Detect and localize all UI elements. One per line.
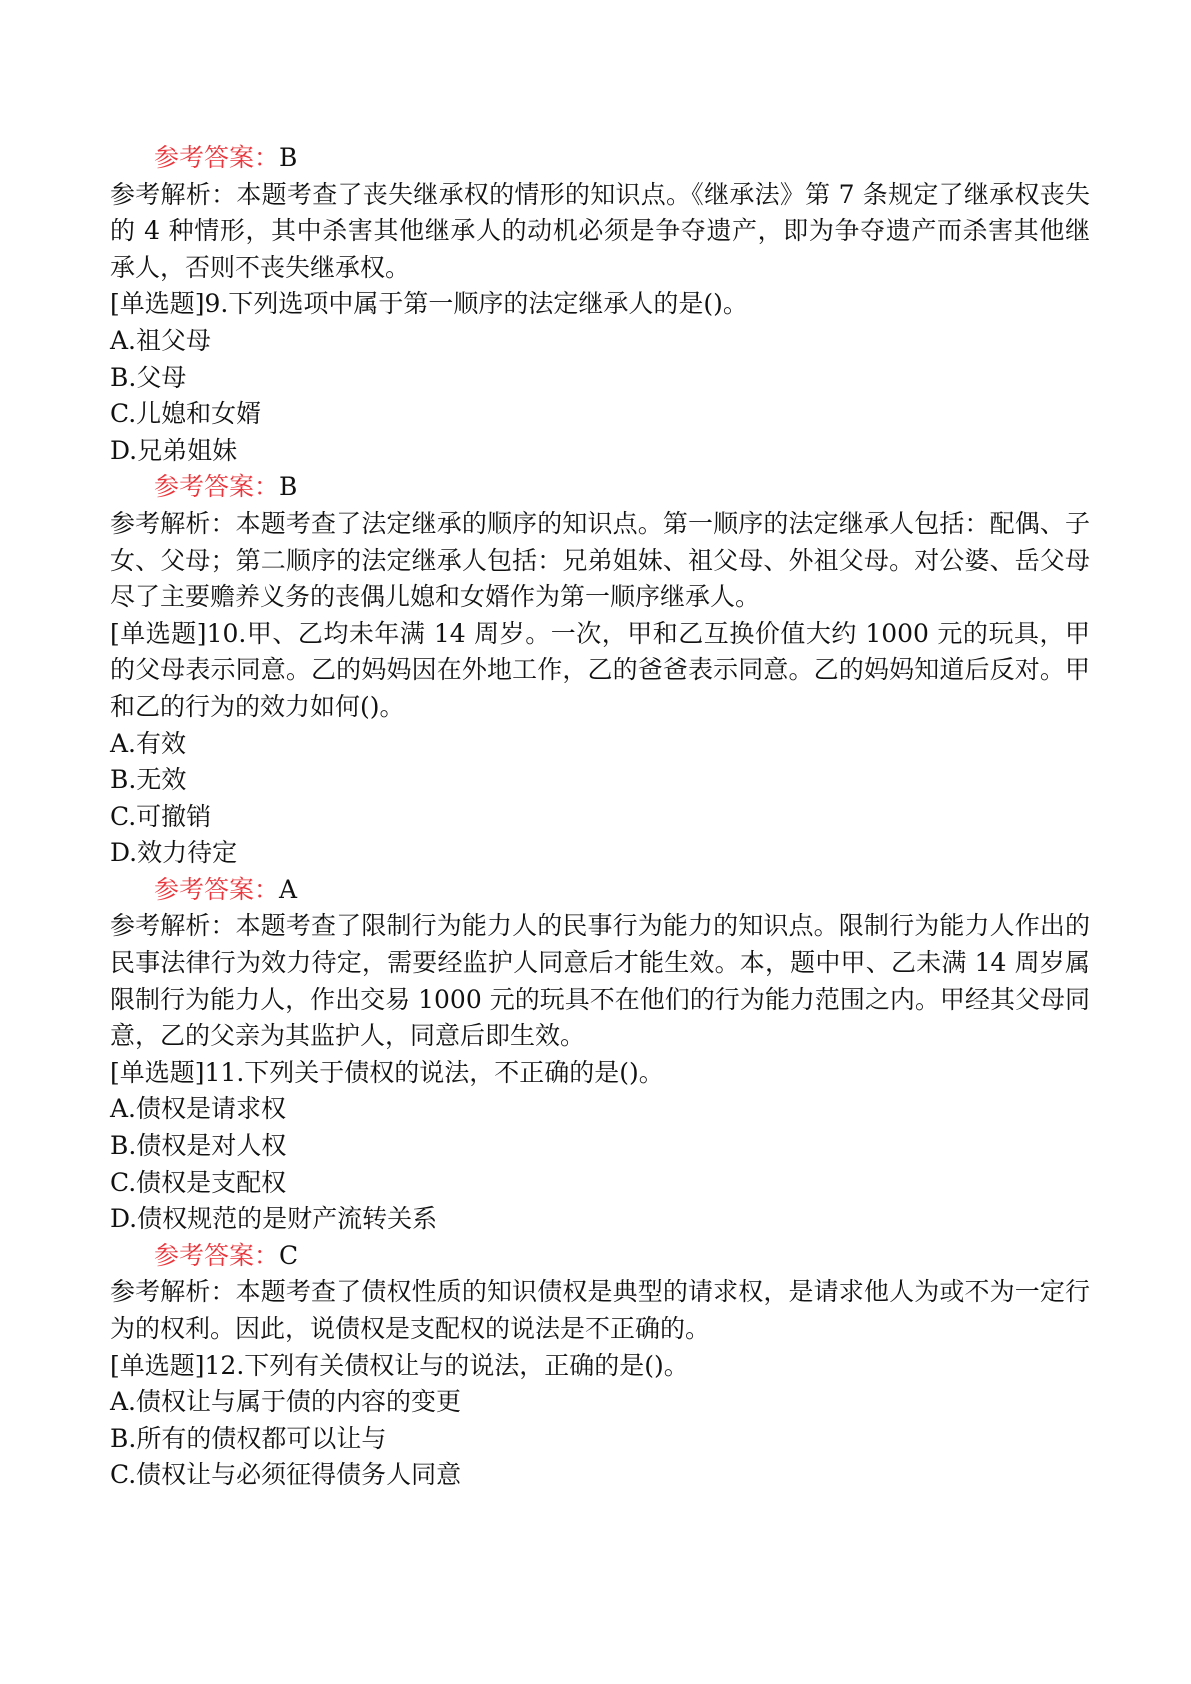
option-a: A.有效 — [110, 728, 187, 758]
answer-label: 参考答案： — [154, 143, 280, 172]
option-b: B.所有的债权都可以让与 — [110, 1423, 387, 1453]
answer-value: A — [279, 874, 298, 904]
option-b: B.父母 — [110, 362, 187, 392]
question-text: [单选题]9.下列选项中属于第一顺序的法定继承人的是()。 — [110, 289, 748, 319]
option-d: D.效力待定 — [110, 838, 238, 868]
option-a: A.债权让与属于债的内容的变更 — [110, 1387, 462, 1417]
analysis-text: 参考解析：本题考查了丧失继承权的情形的知识点。《继承法》第 7 条规定了继承权丧失的 4 种情形，其中杀害其他继承人的动机必须是争夺遗产，即为争夺遗产而杀害其他继承人，否则不丧失继承权。 — [110, 179, 1090, 282]
answer-value: B — [279, 472, 298, 502]
option-a: A.祖父母 — [110, 325, 212, 355]
option-d: D.债权规范的是财产流转关系 — [110, 1204, 438, 1234]
question-text: [单选题]11.下列关于债权的说法，不正确的是()。 — [110, 1057, 664, 1087]
analysis-text: 参考解析：本题考查了债权性质的知识债权是典型的请求权，是请求他人为或不为一定行为的权利。因此，说债权是支配权的说法是不正确的。 — [110, 1277, 1090, 1343]
option-b: B.无效 — [110, 765, 187, 795]
answer-value: B — [279, 143, 298, 172]
analysis-text: 参考解析：本题考查了法定继承的顺序的知识点。第一顺序的法定继承人包括：配偶、子女、父母；第二顺序的法定继承人包括：兄弟姐妹、祖父母、外祖父母。对公婆、岳父母尽了主要赡养义务的丧偶儿媳和女婿作为第一顺序继承人。 — [110, 508, 1090, 612]
option-c: C.债权是支配权 — [110, 1167, 287, 1197]
option-d: D.兄弟姐妹 — [110, 435, 238, 465]
question-text: [单选题]12.下列有关债权让与的说法，正确的是()。 — [110, 1350, 689, 1380]
option-c: C.债权让与必须征得债务人同意 — [110, 1460, 462, 1490]
answer-label: 参考答案： — [154, 874, 280, 904]
answer-line — [110, 469, 1090, 506]
answer-line — [110, 140, 1090, 177]
analysis-text: 参考解析：本题考查了限制行为能力人的民事行为能力的知识点。限制行为能力人作出的民事法律行为效力待定，需要经监护人同意后才能生效。本，题中甲、乙未满 14 周岁属限制行为能力人，作出交易 1000 元的玩具不在他们的行为能力范围之内。甲经其父母同意，乙的父亲为其监护人，同意后即生效。 — [110, 911, 1090, 1051]
answer-line — [110, 1238, 1090, 1275]
document-page — [110, 140, 1090, 1494]
question-text: [单选题]10.甲、乙均未年满 14 周岁。一次，甲和乙互换价值大约 1000 元的玩具，甲的父母表示同意。乙的妈妈因在外地工作，乙的爸爸表示同意。乙的妈妈知道后反对。甲和乙的行为的效力如何()。 — [110, 618, 1090, 721]
answer-label: 参考答案： — [154, 1240, 280, 1270]
option-a: A.债权是请求权 — [110, 1094, 287, 1124]
answer-value: C — [279, 1240, 299, 1270]
option-b: B.债权是对人权 — [110, 1131, 287, 1161]
answer-label: 参考答案： — [154, 472, 280, 502]
option-c: C.儿媳和女婿 — [110, 399, 262, 429]
option-c: C.可撤销 — [110, 801, 212, 831]
answer-line — [110, 872, 1090, 909]
